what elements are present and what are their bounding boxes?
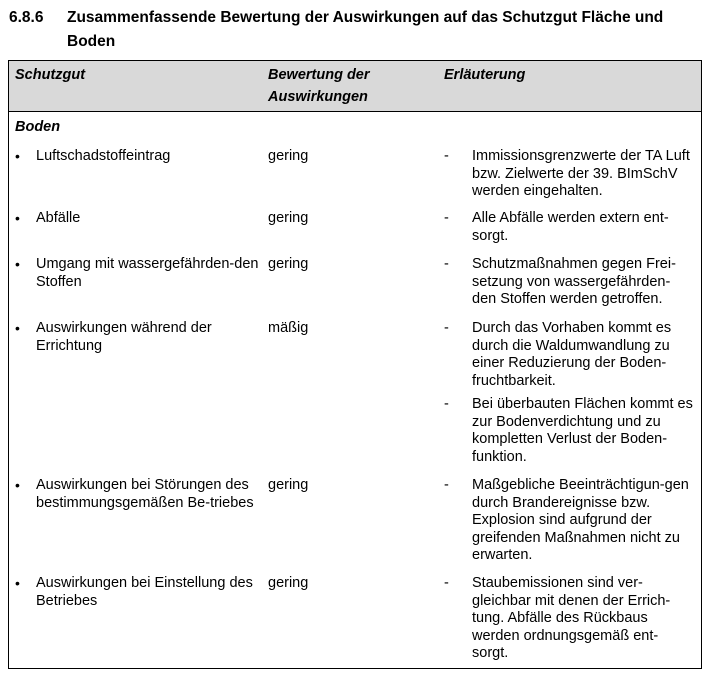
section-number: 6.8.6 <box>9 9 44 26</box>
row-note-text: Alle Abfälle werden extern ent-sorgt. <box>472 210 669 244</box>
section-title: Zusammenfassende Bewertung der Auswirkungen auf das Schutzgut Fläche und Boden <box>67 9 664 50</box>
section-label-boden: Boden <box>15 119 61 135</box>
bullet-icon: • <box>15 320 20 336</box>
row-rating: gering <box>268 256 309 272</box>
column-header-schutzgut: Schutzgut <box>15 67 86 83</box>
dash-marker: - <box>444 575 449 591</box>
row-item: Luftschadstoffeintrag <box>36 148 171 164</box>
row-rating: gering <box>268 148 309 164</box>
bullet-icon: • <box>15 148 20 164</box>
assessment-table <box>8 60 702 669</box>
dash-marker: - <box>444 320 449 336</box>
column-header-erlaeuterung: Erläuterung <box>444 67 526 83</box>
row-note-text: Maßgebliche Beeinträchtigun-gen durch Brandereignisse bzw. Explosion sind aufgrund der greifenden Maßnahmen nicht zu erwarten. <box>472 477 689 563</box>
row-note-text: Staubemissionen sind ver-gleichbar mit denen der Errich-tung. Abfälle des Rückbaus werden ordnungsgemäß ent-sorgt. <box>472 575 671 661</box>
row-item: Abfälle <box>36 210 81 226</box>
section-heading <box>9 6 699 54</box>
row-item: Umgang mit wassergefährden-den Stoffen <box>36 256 259 290</box>
row-note-text: Durch das Vorhaben kommt es durch die Waldumwandlung zu einer Reduzierung der Boden-fruchtbarkeit. <box>472 320 672 389</box>
dash-marker: - <box>444 210 449 226</box>
row-note-text: Immissionsgrenzwerte der TA Luft bzw. Zielwerte der 39. BImSchV werden eingehalten. <box>472 148 690 199</box>
bullet-icon: • <box>15 256 20 272</box>
row-item: Auswirkungen bei Einstellung des Betriebes <box>36 575 253 609</box>
bullet-icon: • <box>15 477 20 493</box>
row-note-text: Bei überbauten Flächen kommt es zur Bodenverdichtung und zu kompletten Verlust der Boden-funktion. <box>472 396 693 465</box>
table-header <box>9 61 701 112</box>
row-rating: gering <box>268 477 309 493</box>
row-rating: gering <box>268 210 309 226</box>
row-rating: mäßig <box>268 320 309 336</box>
row-rating: gering <box>268 575 309 591</box>
dash-marker: - <box>444 396 449 412</box>
dash-marker: - <box>444 256 449 272</box>
row-item: Auswirkungen während der Errichtung <box>36 320 212 354</box>
dash-marker: - <box>444 148 449 164</box>
row-item: Auswirkungen bei Störungen des bestimmungsgemäßen Be-triebes <box>36 477 254 511</box>
column-header-bewertung: Bewertung der Auswirkungen <box>268 67 370 105</box>
dash-marker: - <box>444 477 449 493</box>
bullet-icon: • <box>15 575 20 591</box>
bullet-icon: • <box>15 210 20 226</box>
row-note-text: Schutzmaßnahmen gegen Frei-setzung von wassergefährden-den Stoffen werden getroffen. <box>472 256 676 307</box>
